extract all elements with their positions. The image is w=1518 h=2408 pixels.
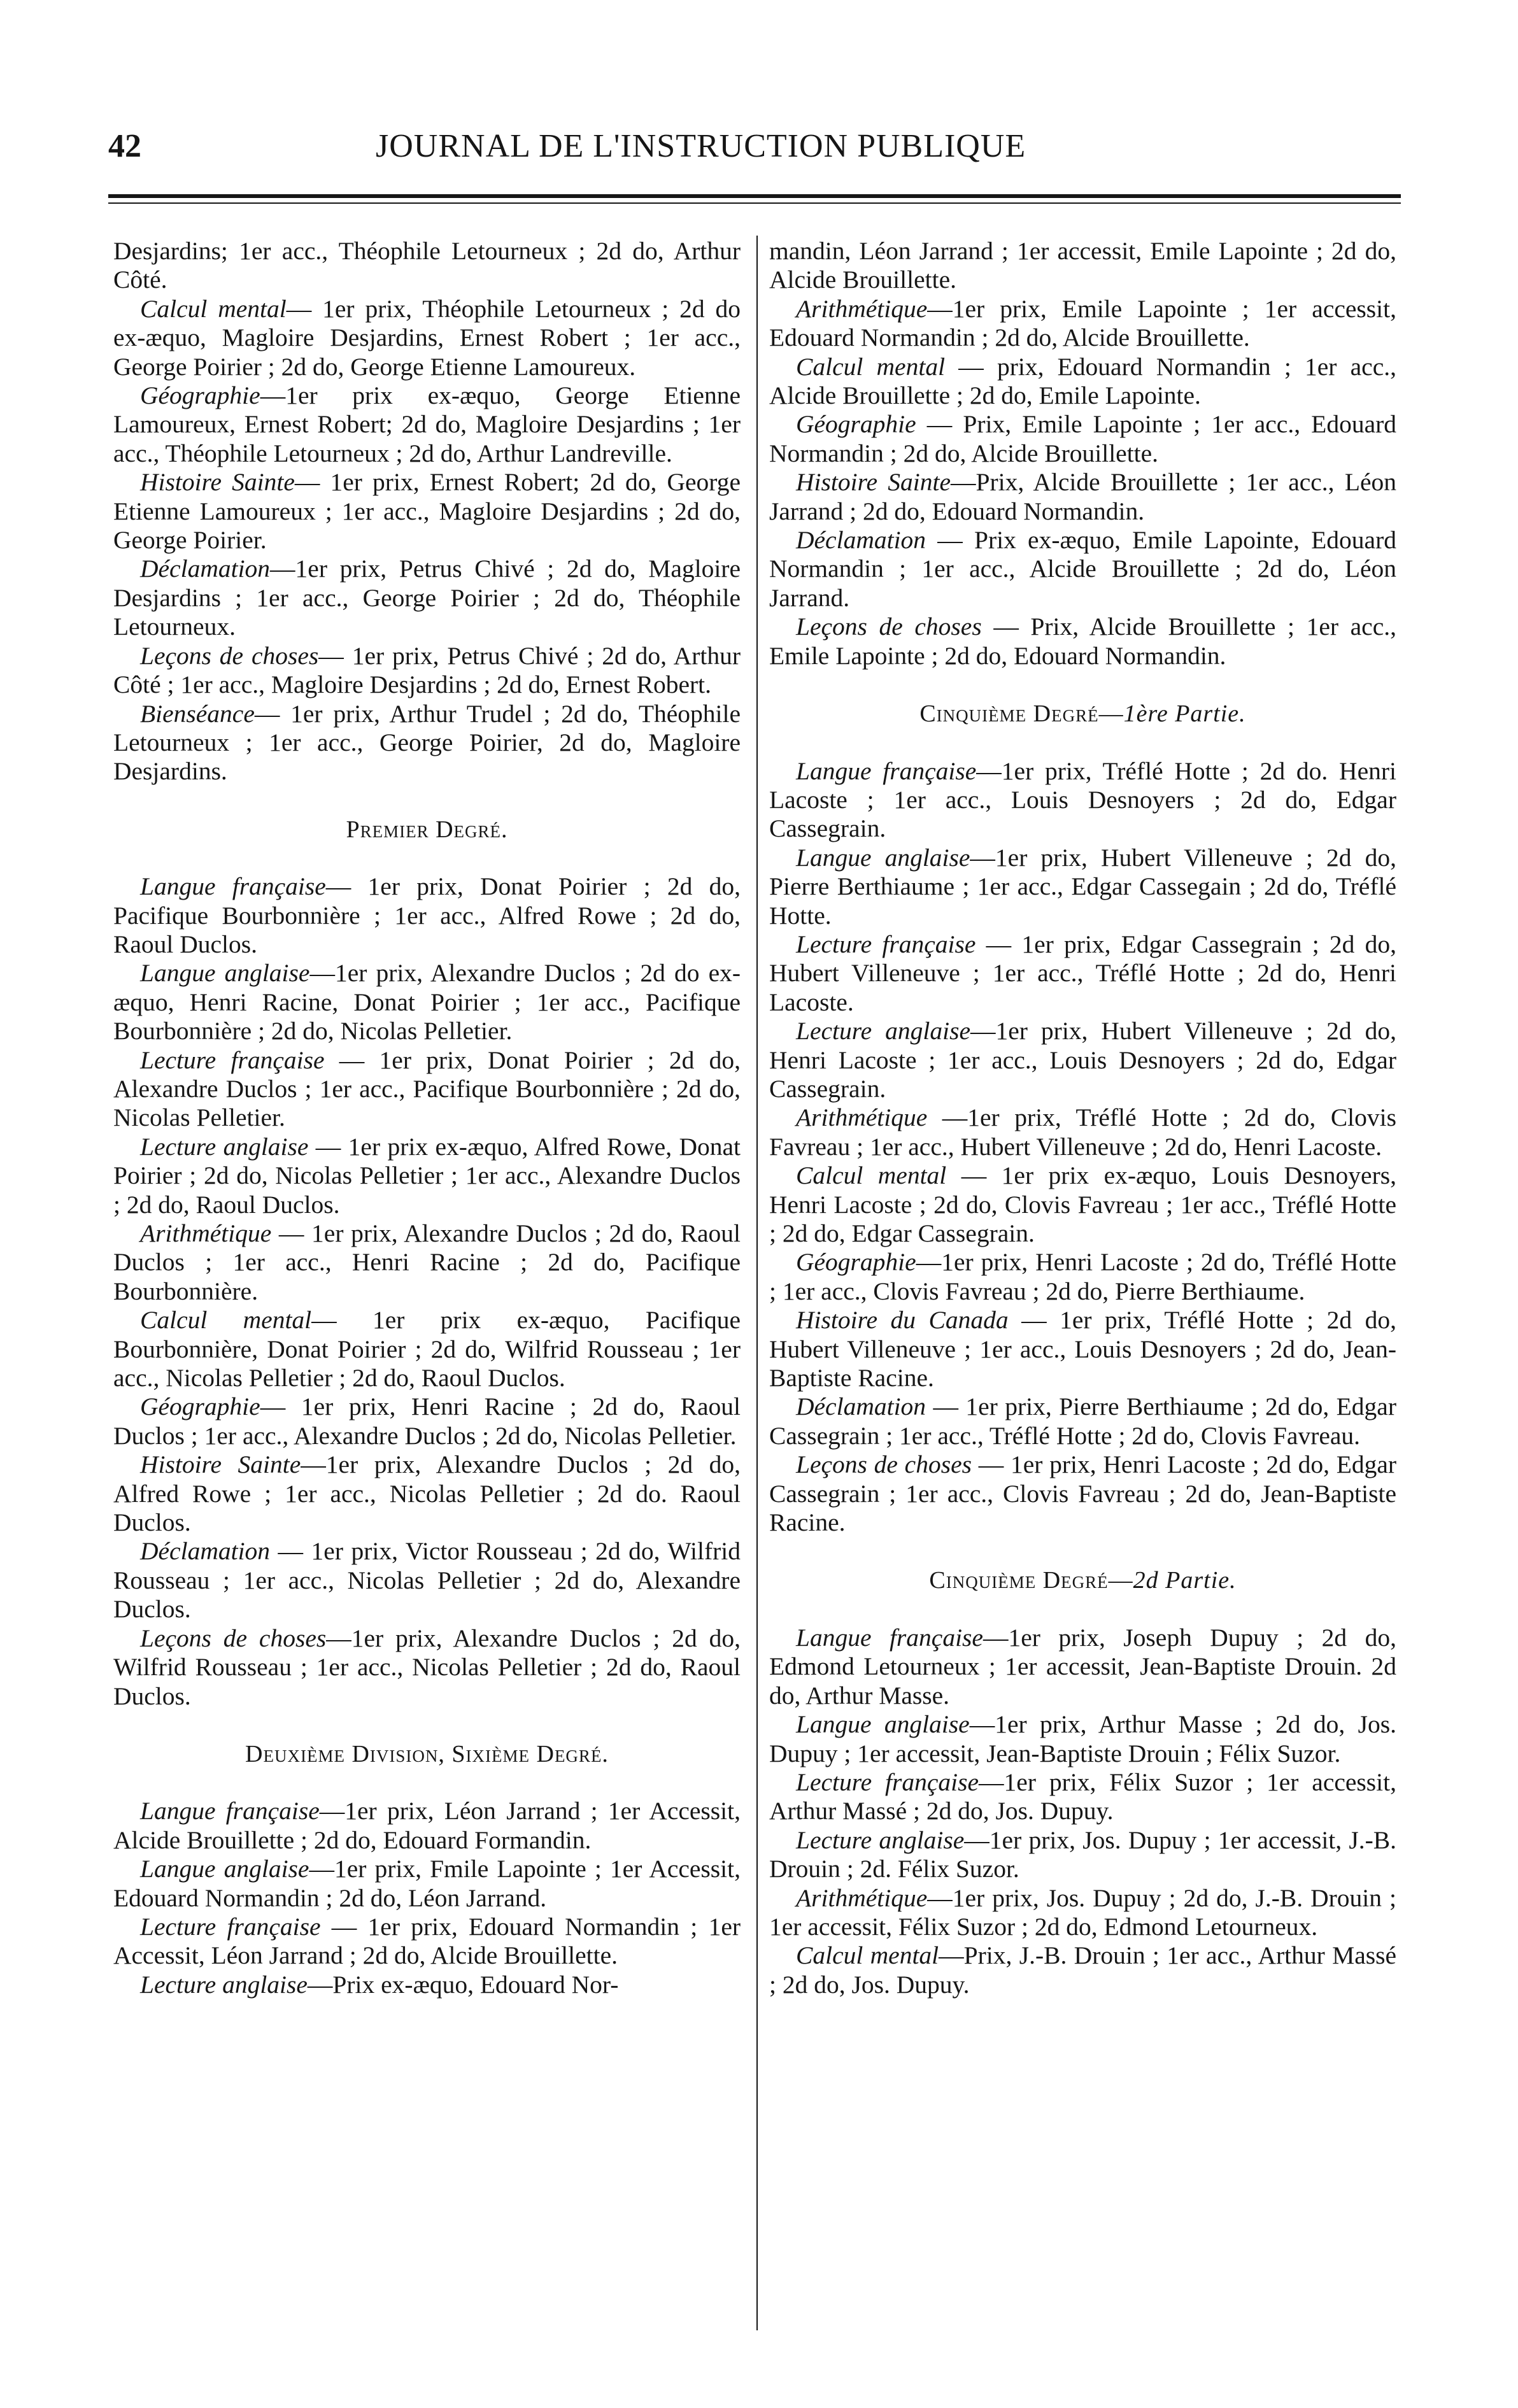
prize-entry — [769, 930, 1396, 1017]
entry-text: —1er prix, Alexandre Duclos ; 2d do ex-æquo, Henri Racine, Donat Poirier ; 1er acc., Pacifique Bourbonnière ; 2d do, Nicolas Pelletier. — [113, 959, 741, 1045]
subject-name: Lecture anglaise — [140, 1132, 309, 1161]
entry-text: —1er prix, Tréflé Hotte ; 2d do, Clovis Favreau ; 1er acc., Hubert Villeneuve ; 2d do, Henri Lacoste. — [769, 1103, 1396, 1161]
entry-text: mandin, Léon Jarrand ; 1er accessit, Emile Lapointe ; 2d do, Alcide Brouillette. — [769, 237, 1396, 294]
entry-text: — 1er prix, Tréflé Hotte ; 2d do, Hubert Villeneuve ; 1er acc., Louis Desnoyers ; 2d do, Jean-Baptiste Racine. — [769, 1306, 1397, 1392]
subject-name: Histoire Sainte — [140, 468, 295, 497]
entry-text: —1er prix, Hubert Villeneuve ; 2d do, Henri Lacoste ; 1er acc., Louis Desnoyers ; 2d do, Edgar Cassegrain. — [769, 1017, 1396, 1103]
prize-entry — [769, 1103, 1396, 1161]
subject-name: Déclamation — [796, 1392, 926, 1421]
subject-name: Calcul mental — [140, 1306, 312, 1335]
entry-text: — 1er prix ex-æquo, Pacifique Bourbonnière, Donat Poirier ; 2d do, Wilfrid Rousseau ; 1er acc., Nicolas Pelletier ; 2d do, Raoul Duclos. — [113, 1306, 741, 1392]
prize-entry — [769, 1017, 1396, 1103]
subject-name: Lecture anglaise — [796, 1825, 965, 1854]
prize-entry — [113, 1450, 741, 1537]
entry-text: —1er prix, Tréflé Hotte ; 2d do. Henri Lacoste ; 1er acc., Louis Desnoyers ; 2d do, Edgar Cassegrain. — [769, 756, 1396, 843]
continued-paragraph — [769, 237, 1396, 295]
subject-name: Géographie — [796, 1248, 916, 1277]
prize-entry — [113, 642, 741, 700]
header-rule — [108, 194, 1401, 198]
prize-entry — [769, 1710, 1396, 1768]
subject-name: Histoire Sainte — [796, 468, 951, 497]
left-column — [113, 237, 741, 1999]
subject-name: Langue française — [140, 1797, 320, 1825]
subject-name: Lecture anglaise — [796, 1017, 971, 1045]
prize-entry — [769, 1826, 1396, 1884]
entry-text: —1er prix, Henri Lacoste ; 2d do, Tréflé Hotte ; 1er acc., Clovis Favreau ; 2d do, Pierre Berthiaume. — [769, 1248, 1396, 1305]
subject-name: Calcul mental — [796, 352, 946, 381]
prize-entry — [769, 1768, 1396, 1826]
entry-text: — 1er prix, Henri Racine ; 2d do, Raoul Duclos ; 1er acc., Alexandre Duclos ; 2d do, Nicolas Pelletier. — [113, 1392, 741, 1450]
subject-name: Lecture française — [796, 1767, 979, 1796]
prize-entry — [769, 468, 1396, 526]
prize-entry — [113, 468, 741, 555]
entry-text: — 1er prix ex-æquo, Alfred Rowe, Donat Poirier ; 2d do, Nicolas Pelletier ; 1er acc., Alexandre Duclos ; 2d do, Raoul Duclos. — [113, 1132, 741, 1219]
prize-entry — [113, 1855, 741, 1913]
entry-text: — 1er prix, Petrus Chivé ; 2d do, Arthur Côté ; 1er acc., Magloire Desjardins ; 2d do, Ernest Robert. — [113, 641, 741, 699]
subject-name: Langue anglaise — [796, 1710, 970, 1739]
continued-paragraph — [113, 237, 741, 295]
entry-text: —1er prix, Félix Suzor ; 1er accessit, Arthur Massé ; 2d do, Jos. Dupuy. — [769, 1767, 1396, 1825]
entry-text: —Prix, J.-B. Drouin ; 1er acc., Arthur Massé ; 2d do, Jos. Dupuy. — [769, 1941, 1397, 1999]
entry-text: —Prix ex-æquo, Edouard Nor- — [307, 1970, 619, 1999]
prize-entry — [769, 1941, 1396, 1999]
entry-text: —1er prix, Petrus Chivé ; 2d do, Magloire Desjardins ; 1er acc., George Poirier ; 2d do, Théophile Letourneux. — [113, 555, 741, 641]
subject-name: Langue anglaise — [140, 959, 310, 988]
prize-entry — [113, 1971, 741, 1999]
prize-entry — [769, 1624, 1396, 1710]
entry-text: — 1er prix, Théophile Letourneux ; 2d do ex-æquo, Magloire Desjardins, Ernest Robert ; 1er acc., George Poirier ; 2d do, George Etienne Lamoureux. — [113, 294, 741, 381]
prize-entry — [769, 1161, 1396, 1248]
subject-name: Langue française — [140, 872, 326, 901]
prize-entry — [769, 295, 1396, 353]
prize-entry — [769, 526, 1396, 613]
prize-entry — [113, 295, 741, 381]
subject-name: Langue anglaise — [140, 1855, 309, 1883]
page-number: 42 — [108, 128, 141, 164]
entry-text: — 1er prix, Henri Lacoste ; 2d do, Edgar Cassegrain ; 1er acc., Clovis Favreau ; 2d do, Jean-Baptiste Racine. — [769, 1450, 1397, 1537]
prize-entry — [113, 555, 741, 641]
subject-name: Arithmétique — [796, 1883, 928, 1912]
section-heading: Cinquième Degré—2d Partie. — [929, 1567, 1237, 1594]
subject-name: Calcul mental — [796, 1161, 947, 1190]
subject-name: Géographie — [796, 410, 916, 439]
subject-name: Calcul mental — [796, 1941, 939, 1970]
entry-text: Desjardins; 1er acc., Théophile Letourneux ; 2d do, Arthur Côté. — [113, 237, 741, 294]
subject-name: Langue française — [796, 1623, 983, 1652]
section-heading: Deuxième Division, Sixième Degré. — [245, 1740, 609, 1767]
entry-text: —1er prix, Alexandre Duclos ; 2d do, Alfred Rowe ; 1er acc., Nicolas Pelletier ; 2d do. Raoul Duclos. — [113, 1450, 741, 1537]
entry-text: — prix, Edouard Normandin ; 1er acc., Alcide Brouillette ; 2d do, Emile Lapointe. — [769, 352, 1396, 410]
subject-name: Déclamation — [796, 526, 926, 555]
subject-name: Leçons de choses — [796, 613, 982, 641]
subject-name: Calcul mental — [140, 294, 287, 323]
subject-name: Histoire Sainte — [140, 1450, 301, 1479]
prize-entry — [113, 1046, 741, 1133]
column-divider — [756, 236, 758, 2330]
prize-entry — [113, 1306, 741, 1392]
subject-name: Arithmétique — [140, 1219, 272, 1247]
entry-text: — 1er prix, Alexandre Duclos ; 2d do, Raoul Duclos ; 1er acc., Henri Racine ; 2d do, Pacifique Bourbonnière. — [113, 1219, 741, 1305]
subject-name: Lecture française — [796, 930, 976, 958]
entry-text: —1er prix, Jos. Dupuy ; 2d do, J.-B. Drouin ; 1er accessit, Félix Suzor ; 2d do, Edmond Letourneux. — [769, 1883, 1396, 1941]
subject-name: Géographie — [140, 1392, 260, 1421]
section-heading: Premier Degré. — [346, 816, 508, 843]
subject-name: Géographie — [140, 381, 260, 410]
entry-text: —1er prix ex-æquo, George Etienne Lamoureux, Ernest Robert; 2d do, Magloire Desjardins ; 1er acc., Théophile Letourneux ; 2d do, Arthur Landreville. — [113, 381, 741, 467]
prize-entry — [769, 1884, 1396, 1942]
right-column — [769, 237, 1396, 1999]
entry-text: — 1er prix, Edgar Cassegrain ; 2d do, Hubert Villeneuve ; 1er acc., Tréflé Hotte ; 2d do, Henri Lacoste. — [769, 930, 1397, 1016]
prize-entry — [113, 1219, 741, 1306]
entry-text: — 1er prix, Donat Poirier ; 2d do, Alexandre Duclos ; 1er acc., Pacifique Bourbonnière ; 2d do, Nicolas Pelletier. — [113, 1045, 741, 1132]
prize-entry — [769, 844, 1396, 930]
entry-text: —1er prix, Jos. Dupuy ; 1er accessit, J.-B. Drouin ; 2d. Félix Suzor. — [769, 1825, 1397, 1883]
prize-entry — [113, 1392, 741, 1450]
entry-text: —1er prix, Arthur Masse ; 2d do, Jos. Dupuy ; 1er accessit, Jean-Baptiste Drouin ; Félix Suzor. — [769, 1710, 1396, 1767]
subject-name: Langue anglaise — [796, 843, 970, 872]
subject-name: Déclamation — [140, 555, 271, 583]
entry-text: — 1er prix, Ernest Robert; 2d do, George Etienne Lamoureux ; 1er acc., Magloire Desjardins ; 2d do, George Poirier. — [113, 468, 741, 555]
prize-entry — [769, 1392, 1396, 1450]
subject-name: Lecture anglaise — [140, 1970, 308, 1999]
entry-text: —Prix, Alcide Brouillette ; 1er acc., Léon Jarrand ; 2d do, Edouard Normandin. — [769, 468, 1396, 525]
subject-name: Leçons de choses — [140, 1624, 327, 1652]
prize-entry — [113, 1133, 741, 1219]
entry-text: — Prix ex-æquo, Emile Lapointe, Edouard Normandin ; 1er acc., Alcide Brouillette ; 2d do, Léon Jarrand. — [769, 526, 1396, 612]
prize-entry — [769, 410, 1396, 468]
entry-text: — Prix, Alcide Brouillette ; 1er acc., Emile Lapointe ; 2d do, Edouard Normandin. — [769, 613, 1396, 670]
subject-name: Lecture française — [140, 1045, 325, 1074]
prize-entry — [769, 1248, 1396, 1306]
prize-entry — [769, 1450, 1396, 1537]
header-rule-thin — [108, 202, 1401, 204]
entry-text: —1er prix, Alexandre Duclos ; 2d do, Wilfrid Rousseau ; 1er acc., Nicolas Pelletier ; 2d do, Raoul Duclos. — [113, 1624, 741, 1710]
entry-text: —1er prix, Léon Jarrand ; 1er Accessit, Alcide Brouillette ; 2d do, Edouard Formandin. — [113, 1797, 741, 1854]
entry-text: —1er prix, Joseph Dupuy ; 2d do, Edmond Letourneux ; 1er accessit, Jean-Baptiste Drouin. 2d do, Arthur Masse. — [769, 1623, 1397, 1710]
prize-entry — [113, 1624, 741, 1711]
subject-name: Bienséance — [140, 699, 255, 728]
running-title: JOURNAL DE L'INSTRUCTION PUBLIQUE — [376, 128, 1026, 164]
section-heading: Cinquième Degré—1ère Partie. — [919, 700, 1246, 728]
prize-entry — [113, 959, 741, 1045]
page-header — [108, 127, 1382, 178]
subject-name: Histoire du Canada — [796, 1306, 1009, 1335]
entry-text: — 1er prix, Victor Rousseau ; 2d do, Wilfrid Rousseau ; 1er acc., Nicolas Pelletier ; 2d do, Alexandre Duclos. — [113, 1537, 741, 1624]
prize-entry — [769, 757, 1396, 844]
entry-text: — 1er prix, Pierre Berthiaume ; 2d do, Edgar Cassegrain ; 1er acc., Tréflé Hotte ; 2d do, Clovis Favreau. — [769, 1392, 1396, 1450]
subject-name: Déclamation — [140, 1537, 271, 1566]
subject-name: Leçons de choses — [796, 1450, 972, 1479]
entry-text: — 1er prix, Donat Poirier ; 2d do, Pacifique Bourbonnière ; 1er acc., Alfred Rowe ; 2d do, Raoul Duclos. — [113, 872, 741, 958]
subject-name: Arithmétique — [796, 294, 928, 323]
prize-entry — [769, 1306, 1396, 1392]
prize-entry — [113, 1913, 741, 1971]
entry-text: — 1er prix ex-æquo, Louis Desnoyers, Henri Lacoste ; 2d do, Clovis Favreau ; 1er acc., Tréflé Hotte ; 2d do, Edgar Cassegrain. — [769, 1161, 1396, 1247]
entry-text: —1er prix, Hubert Villeneuve ; 2d do, Pierre Berthiaume ; 1er acc., Edgar Cassegain ; 2d do, Tréflé Hotte. — [769, 843, 1396, 930]
subject-name: Arithmétique — [796, 1103, 928, 1132]
subject-name: Lecture française — [140, 1912, 321, 1941]
prize-entry — [113, 381, 741, 468]
entry-text: — 1er prix, Arthur Trudel ; 2d do, Théophile Letourneux ; 1er acc., George Poirier, 2d do, Magloire Desjardins. — [113, 699, 741, 786]
entry-text: —1er prix, Fmile Lapointe ; 1er Accessit, Edouard Normandin ; 2d do, Léon Jarrand. — [113, 1855, 741, 1912]
prize-entry — [113, 1537, 741, 1624]
prize-entry — [769, 613, 1396, 670]
prize-entry — [113, 700, 741, 786]
prize-entry — [769, 353, 1396, 411]
prize-entry — [113, 872, 741, 959]
entry-text: — 1er prix, Edouard Normandin ; 1er Accessit, Léon Jarrand ; 2d do, Alcide Brouillette. — [113, 1912, 741, 1970]
subject-name: Langue française — [796, 756, 977, 785]
subject-name: Leçons de choses — [140, 641, 319, 670]
entry-text: —1er prix, Emile Lapointe ; 1er accessit, Edouard Normandin ; 2d do, Alcide Brouillette. — [769, 294, 1396, 352]
entry-text: — Prix, Emile Lapointe ; 1er acc., Edouard Normandin ; 2d do, Alcide Brouillette. — [769, 410, 1396, 467]
prize-entry — [113, 1797, 741, 1855]
